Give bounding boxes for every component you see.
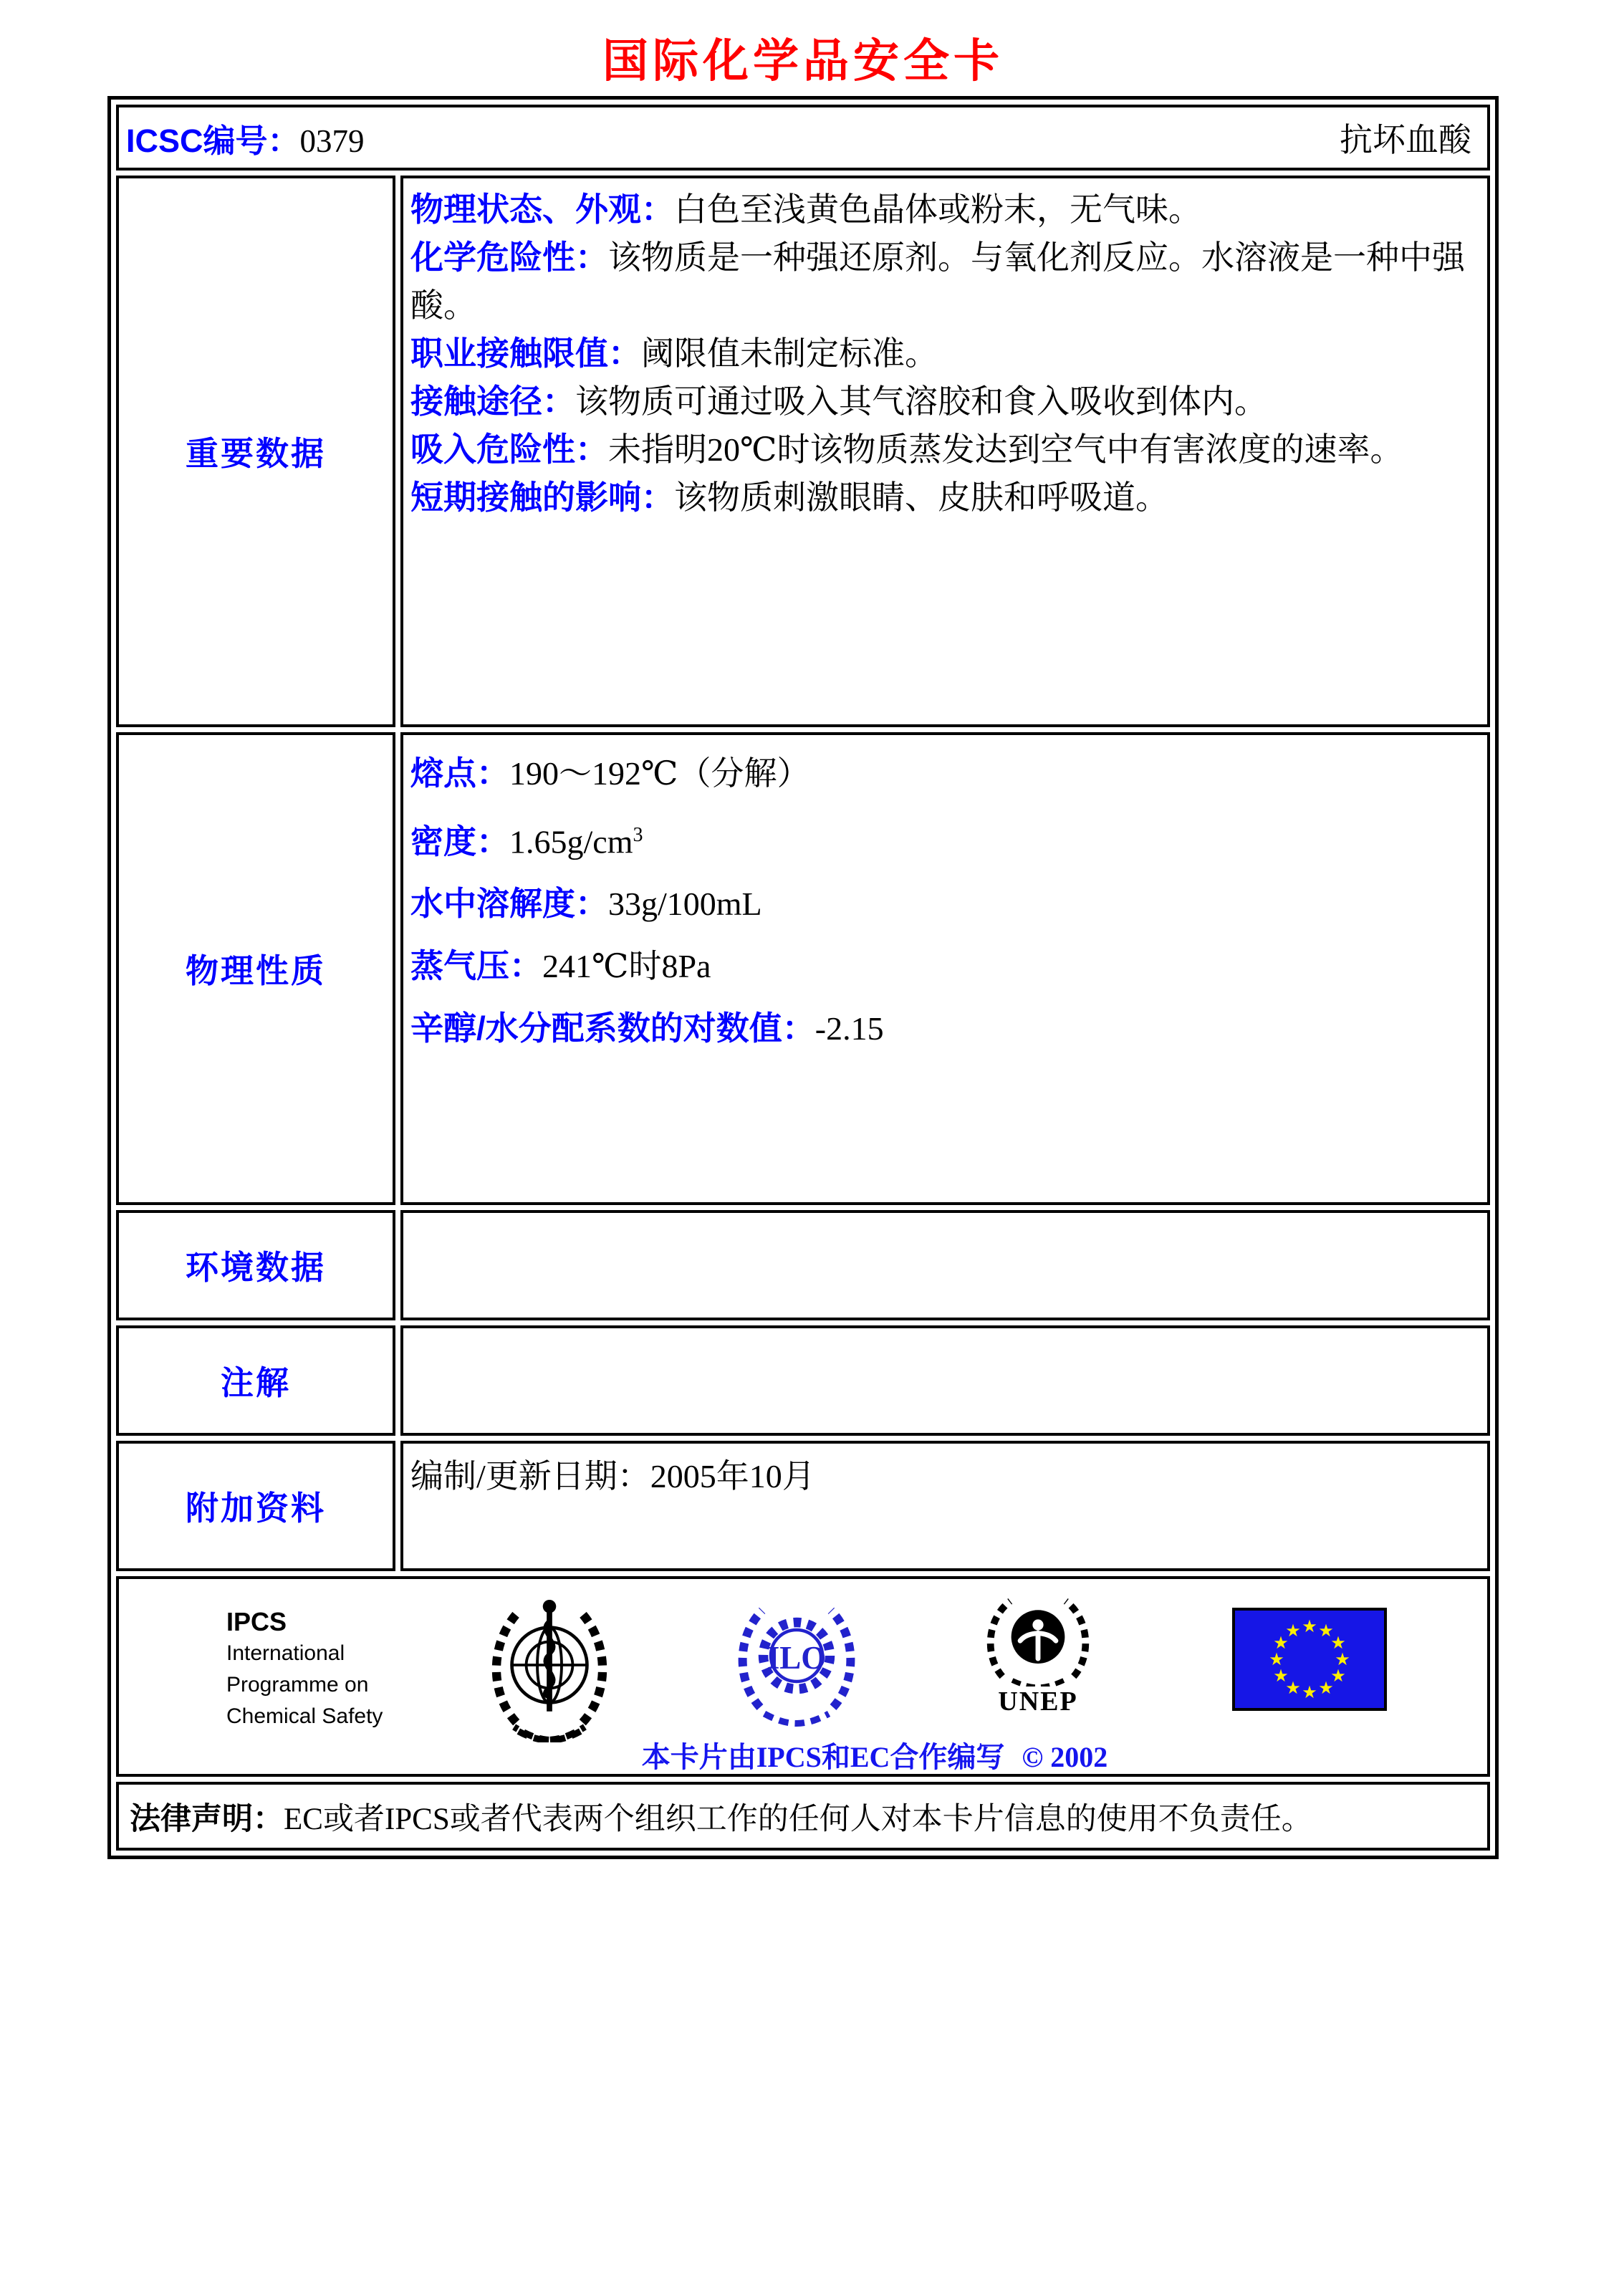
field-solubility-in-water: 水中溶解度：33g/100mL [410, 885, 762, 923]
ipcs-title: IPCS [226, 1607, 287, 1636]
field-physical-state: 物理状态、外观：白色至浅黄色晶体或粉末，无气味。 [410, 191, 1201, 228]
environmental-data-content [403, 1213, 1487, 1226]
svg-text:★: ★ [1335, 1649, 1350, 1669]
field-chemical-dangers: 化学危险性：该物质是一种强还原剂。与氧化剂反应。水溶液是一种中强酸。 [410, 239, 1465, 324]
field-occupational-exposure-limits: 职业接触限值：阈限值未制定标准。 [410, 335, 938, 372]
physical-properties-content [403, 735, 1487, 1065]
field-melting-point: 熔点：190～192℃（分解） [410, 754, 810, 792]
section-label-physical-properties: 物理性质 [186, 952, 326, 989]
logos-strip [119, 1586, 1487, 1741]
legal-notice-label: 法律声明： [130, 1801, 284, 1836]
ilo-logo-icon [732, 1593, 861, 1730]
svg-text:★: ★ [1330, 1666, 1346, 1686]
section-label-environmental-data: 环境数据 [186, 1249, 326, 1286]
svg-text:★: ★ [1273, 1666, 1289, 1686]
svg-text:★: ★ [1330, 1633, 1346, 1653]
legal-notice-text: EC或者IPCS或者代表两个组织工作的任何人对本卡片信息的使用不负责任。 [284, 1802, 1312, 1836]
svg-text:★: ★ [1285, 1678, 1301, 1698]
icsc-number-value: 0379 [299, 123, 365, 159]
icsc-table [107, 96, 1499, 1859]
section-label-cell-physical-properties [119, 735, 393, 1202]
field-inhalation-risk: 吸入危险性：未指明20℃时该物质蒸发达到空气中有害浓度的速率。 [410, 431, 1403, 468]
svg-text:★: ★ [1285, 1621, 1301, 1641]
field-update-date: 编制/更新日期：2005年10月 [410, 1458, 815, 1494]
who-logo-icon [483, 1588, 616, 1746]
additional-info-content [403, 1444, 1487, 1505]
section-label-cell-additional-info [119, 1444, 393, 1568]
legal-notice-row [119, 1785, 1487, 1848]
copyright: © 2002 [1022, 1741, 1108, 1773]
field-routes-of-exposure: 接触途径：该物质可通过吸入其气溶胶和食入吸收到体内。 [410, 383, 1267, 420]
svg-text:★: ★ [1318, 1678, 1334, 1698]
svg-text:★: ★ [1302, 1616, 1317, 1636]
field-short-term-effects: 短期接触的影响：该物质刺激眼睛、皮肤和呼吸道。 [410, 479, 1168, 516]
field-density: 密度：$1.65g/cm^3$ [410, 822, 643, 860]
density-superscript: 3 [633, 824, 643, 846]
important-data-content [403, 178, 1487, 527]
eu-flag-icon [1232, 1608, 1387, 1714]
section-label-additional-info: 附加资料 [186, 1489, 326, 1527]
unep-logo-icon [977, 1589, 1099, 1717]
field-octanol-water-partition: 辛醇/水分配系数的对数值：-2.15 [410, 1009, 884, 1047]
section-label-cell-important-data [119, 178, 393, 724]
icsc-number-label: ICSC编号： [126, 122, 300, 159]
section-label-cell-environmental-data [119, 1213, 393, 1318]
footer-caption: 本卡片由IPCS和EC合作编写 © 2002 [641, 1741, 1108, 1773]
icsc-header-row [119, 107, 1487, 168]
ipcs-text-block: IPCS International Programme on Chemical Safety [226, 1606, 405, 1732]
chemical-name: 抗坏血酸 [1340, 122, 1471, 158]
ilo-letters: ILO [767, 1640, 827, 1676]
footer-logos-row [119, 1579, 1487, 1774]
section-label-important-data: 重要数据 [186, 435, 326, 472]
notes-content [403, 1328, 1487, 1341]
svg-text:★: ★ [1318, 1621, 1334, 1641]
page-title: 国际化学品安全卡 [602, 34, 1004, 88]
svg-text:★: ★ [1302, 1682, 1317, 1702]
svg-text:★: ★ [1269, 1649, 1284, 1669]
unep-label: UNEP [998, 1687, 1078, 1717]
field-vapour-pressure: 蒸气压：241℃时8Pa [410, 947, 711, 985]
icsc-number-group [126, 115, 365, 161]
section-label-cell-notes [119, 1328, 393, 1433]
svg-text:★: ★ [1273, 1633, 1289, 1653]
section-label-notes: 注解 [221, 1364, 291, 1401]
